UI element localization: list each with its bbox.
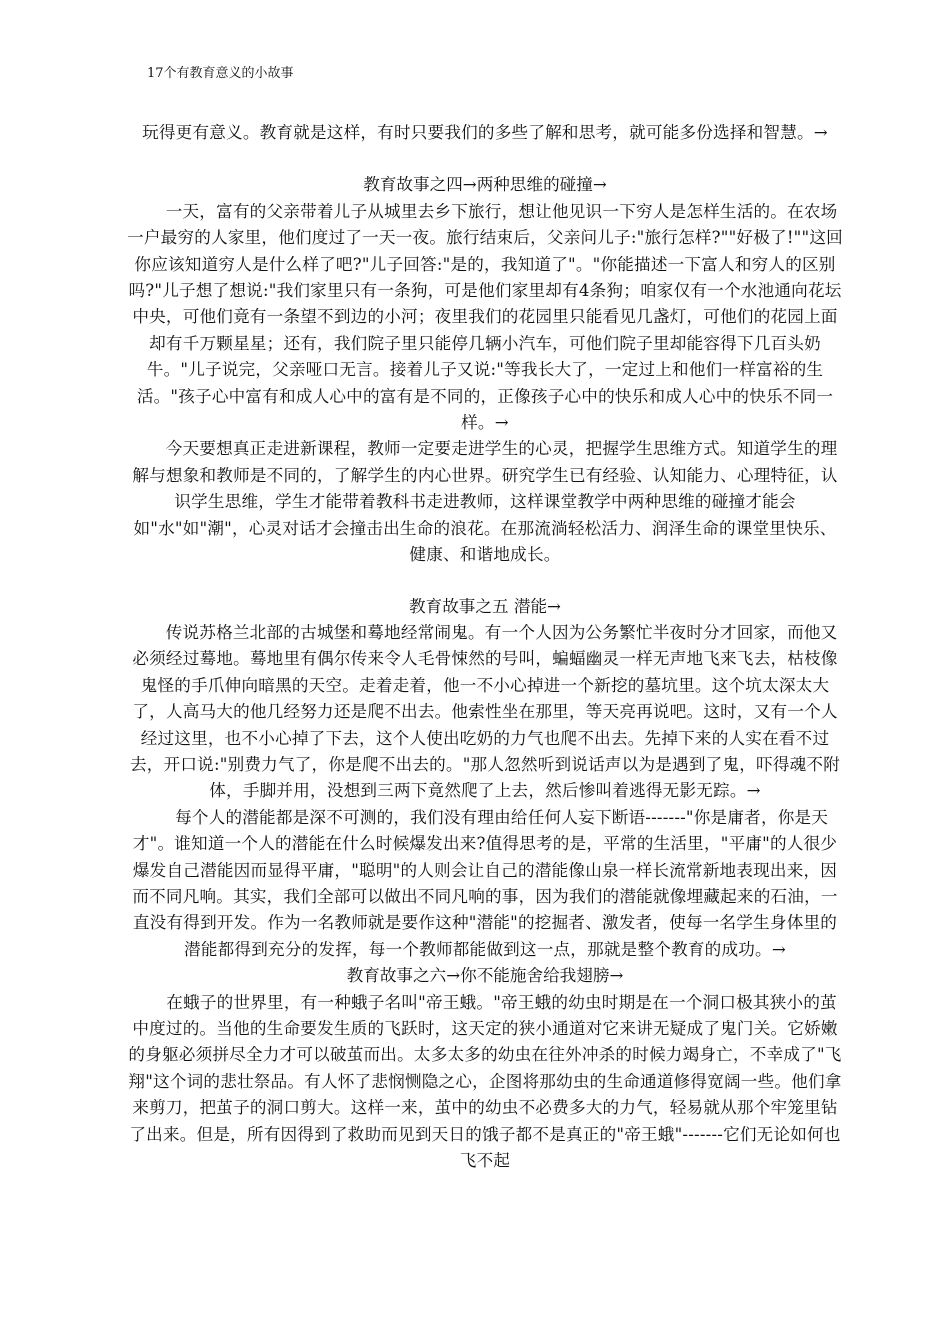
story-heading-4: 教育故事之四→两种思维的碰撞→ <box>363 175 607 195</box>
story-5-reflection: 每个人的潜能都是深不可测的，我们没有理由给任何人妄下断语-------"你是庸者，你是天才"。谁知道一个人的潜能在什么时候爆发出来?值得思考的是，平常的生活里，"平庸"的人很少爆发自己潜能因而显得平庸，"聪明"的人则会让自己的潜能像山泉一样长流常新地表现出来，因而不同凡响。其实，我们全部可以做出不同凡响的事，因为我们的潜能就像埋藏起来的石油，一直没有得到开发。作为一名教师就是要作这种"潜能"的挖掘者、激发者，使每一名学生身体里的潜能都得到充分的发挥，每一个教师都能做到这一点，那就是整个教育的成功。→ <box>132 807 838 959</box>
paragraph-gap <box>126 146 844 172</box>
story-4-body: 一天，富有的父亲带着儿子从城里去乡下旅行，想让他见识一下穷人是怎样生活的。在农场一户最穷的人家里，他们度过了一天一夜。旅行结束后，父亲问儿子:"旅行怎样?""好极了!""这回你应该知道穷人是什么样了吧?"儿子回答:"是的，我知道了"。"你能描述一下富人和穷人的区别吗?"儿子想了想说:"我们家里只有一条狗，可是他们家里却有4条狗；咱家仅有一个水池通向花坛中央，可他们竟有一条望不到边的小河；夜里我们的花园里只能看见几盏灯，可他们的花园上面却有千万颗星星；还有，我们院子里只能停几辆小汽车，可他们院子里却能容得下几百头奶牛。"儿子说完，父亲哑口无言。接着儿子又说:"等我长大了，一定过上和他们一样富裕的生活。"孩子心中富有和成人心中的富有是不同的，正像孩子心中的快乐和成人心中的快乐不同一样。→ <box>127 201 843 433</box>
story-heading-6: 教育故事之六→你不能施舍给我翅膀→ <box>346 966 624 986</box>
story-4-reflection: 今天要想真正走进新课程，教师一定要走进学生的心灵，把握学生思维方式。知道学生的理解与想象和教师是不同的，了解学生的内心世界。研究学生已有经验、认知能力、心理特征，认识学生思维，学生才能带着教科书走进教师，这样课堂教学中两种思维的碰撞才能会如"水"如"潮"，心灵对话才会撞击出生命的浪花。在那流淌轻松活力、润泽生命的课堂里快乐、健康、和谐地成长。 <box>132 439 838 565</box>
page-header: 17个有教育意义的小故事 <box>147 66 294 81</box>
story-heading-5: 教育故事之五 潜能→ <box>409 596 561 616</box>
document-body <box>126 120 844 1174</box>
paragraph-gap <box>126 569 844 594</box>
paragraph-continuation: 玩得更有意义。教育就是这样，有时只要我们的多些了解和思考，就可能多份选择和智慧。→ <box>142 123 828 142</box>
story-5-body: 传说苏格兰北部的古城堡和蓦地经常闹鬼。有一个人因为公务繁忙半夜时分才回家，而他又必须经过蓦地。蓦地里有偶尔传来令人毛骨悚然的号叫，蝙蝠幽灵一样无声地飞来飞去，枯枝像鬼怪的手爪伸向暗黑的天空。走着走着，他一不小心掉进一个新挖的墓坑里。这个坑太深太大了，人高马大的他几经努力还是爬不出去。他索性坐在那里，等天亮再说吧。这时，又有一个人经过这里，也不小心掉了下去，这个人使出吃奶的力气也爬不出去。先掉下来的人实在看不过去，开口说:"别费力气了，你是爬不出去的。"那人忽然听到说话声以为是遇到了鬼，吓得魂不附体，手脚并用，没想到三两下竟然爬了上去，然后惨叫着逃得无影无踪。→ <box>130 622 840 801</box>
story-6-body: 在蛾子的世界里，有一种蛾子名叫"帝王蛾。"帝王蛾的幼虫时期是在一个洞口极其狭小的茧中度过的。当他的生命要发生质的飞跃时，这天定的狭小通道对它来讲无疑成了鬼门关。它娇嫩的身躯必须拼尽全力才可以破茧而出。太多太多的幼虫在往外冲杀的时候力竭身亡，不幸成了"飞翔"这个词的悲壮祭品。有人怀了悲悯恻隐之心，企图将那幼虫的生命通道修得宽阔一些。他们拿来剪刀，把茧子的洞口剪大。这样一来，茧中的幼虫不必费多大的力气，轻易就从那个牢笼里钻了出来。但是，所有因得到了救助而见到天日的饿子都不是真正的"帝王蛾"-------它们无论如何也飞不起 <box>128 992 842 1171</box>
